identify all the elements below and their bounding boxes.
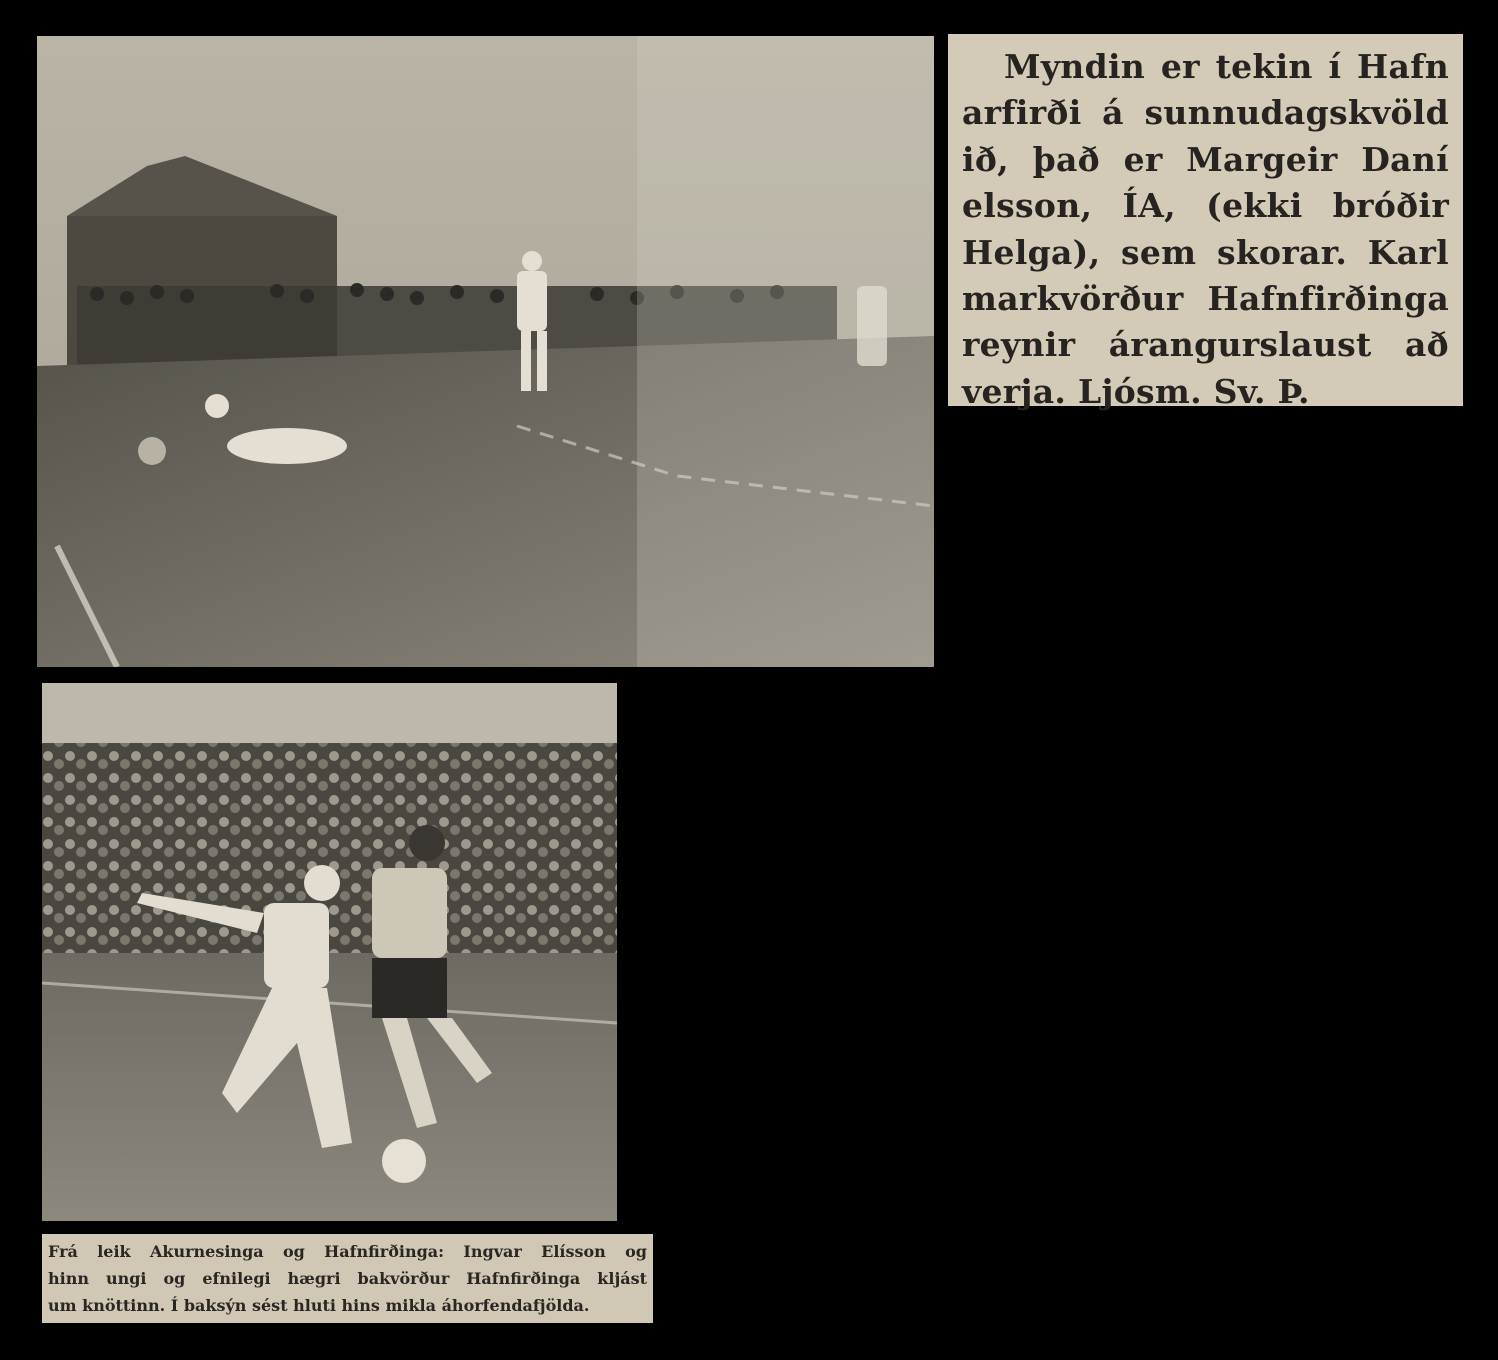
caption-line: arfirði á sunnudagskvöld [962, 93, 1449, 133]
tackle-scene-image [42, 683, 617, 1221]
caption-line: reynir árangurslaust að [962, 325, 1449, 365]
caption-line: verja. Ljósm. Sv. Þ. [962, 371, 1310, 411]
bottom-photo-caption [42, 1234, 653, 1323]
bottom-match-photo [42, 683, 617, 1221]
caption-line: um knöttinn. Í baksýn sést hluti hins mikla áhorfendafjölda. [48, 1296, 590, 1315]
caption-line: Frá leik Akurnesinga og Hafnfirðinga: Ingvar Elísson og [48, 1242, 647, 1261]
caption-line: Helga), sem skorar. Karl [962, 232, 1449, 272]
top-photo-caption [948, 34, 1463, 411]
caption-line: Myndin er tekin í Hafn [1004, 47, 1449, 86]
caption-line: elsson, ÍA, (ekki bróðir [962, 186, 1449, 226]
caption-line: hinn ungi og efnilegi hægri bakvörður Hafnfirðinga kljást [48, 1269, 647, 1288]
caption-line: ið, það er Margeir Daní [962, 139, 1449, 179]
caption-line: markvörður Hafnfirðinga [962, 279, 1449, 319]
goal-scene-image [37, 36, 934, 667]
top-match-photo [37, 36, 934, 667]
